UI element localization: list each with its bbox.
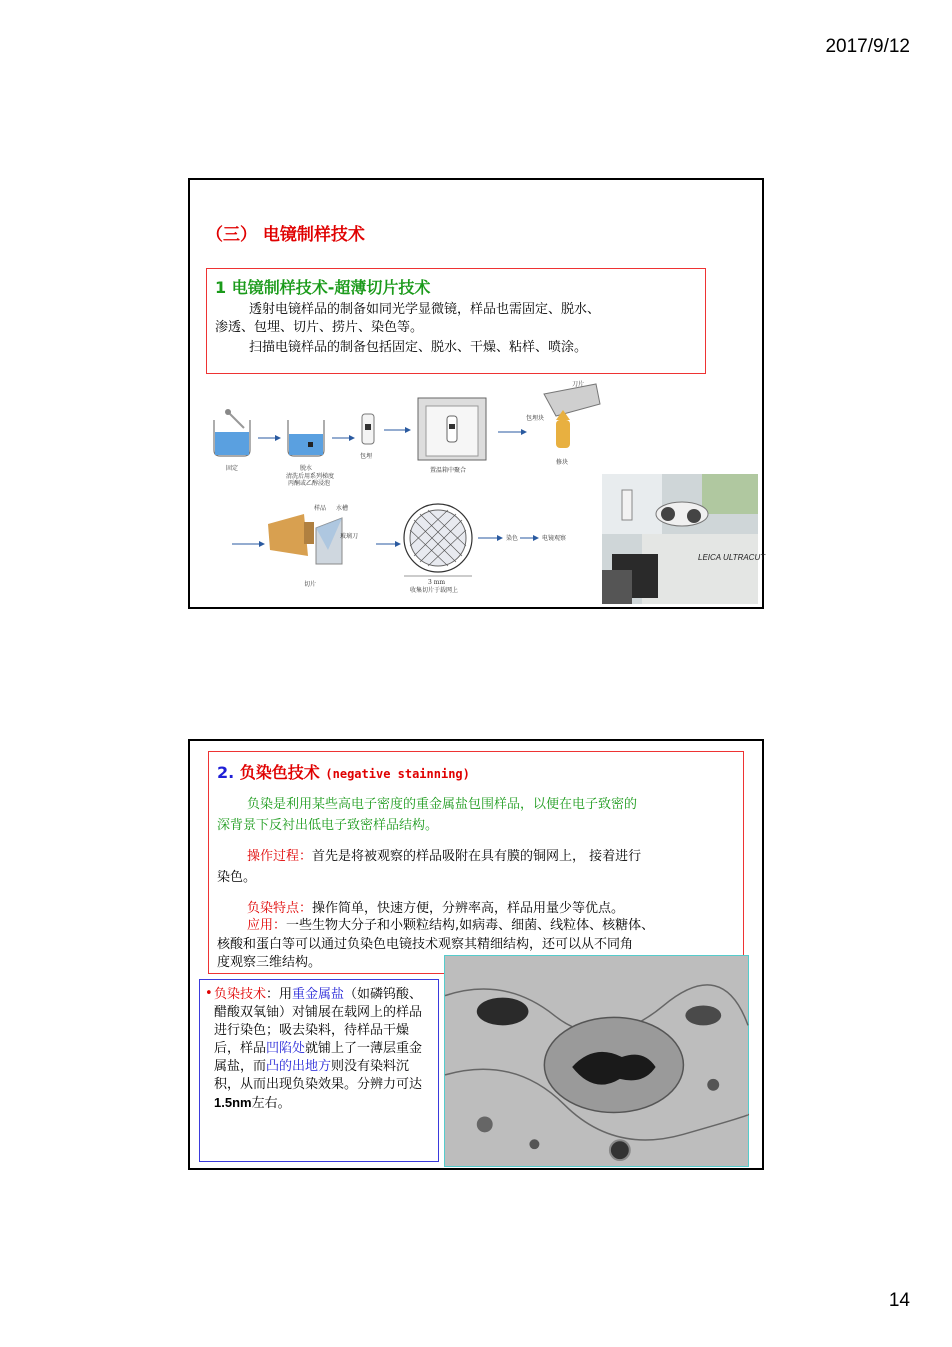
beaker-dehydrate-icon (288, 420, 324, 456)
slide-2-title-text: 负染色技术 (239, 763, 320, 782)
features-label: 负染特点： (247, 901, 313, 916)
em-micrograph (444, 955, 749, 1167)
grid-icon (404, 504, 472, 572)
slide-1-para2: 扫描电镜样品的制备包括固定、脱水、干燥、粘样、喷涂。 (249, 340, 588, 355)
oven-icon (418, 398, 486, 460)
note-text-a: ：用 (266, 987, 293, 1002)
note-convex: 凸的出地方 (266, 1059, 332, 1074)
header-date: 2017/9/12 (825, 36, 910, 57)
slide-1-text-box (206, 268, 706, 374)
slide-1-para1-line2: 渗透、包埋、切片、捞片、染色等。 (215, 320, 424, 335)
note-text-d: 则没有染料沉积，从而出现负染效果。分辨力可达 (214, 1059, 423, 1092)
label-dehydrate: 脱水 (300, 465, 313, 472)
definition-line2: 深背景下反衬出低电子致密样品结构。 (217, 818, 439, 833)
slide-2-title-english: (negative stainning) (325, 767, 470, 781)
negative-stain-note-box (199, 979, 439, 1162)
slide-2-title (217, 760, 470, 783)
label-collect: 收集切片于载网上 (410, 587, 459, 594)
slide-1-subtitle: 1 电镜制样技术-超薄切片技术 (215, 278, 431, 297)
label-water-tank: 水槽 (336, 505, 349, 512)
note-resolution: 1.5nm (214, 1095, 252, 1110)
label-em-observe: 电镜观察 (542, 535, 567, 542)
note-term: 负染技术 (214, 987, 267, 1002)
blade-block-icon (544, 384, 600, 448)
bullet-icon: • (205, 986, 213, 1001)
label-block: 包埋块 (526, 415, 545, 422)
label-trim: 修块 (556, 459, 569, 466)
label-stain: 染色 (506, 535, 519, 542)
ultramicrotome-photo (602, 474, 766, 604)
embedding-capsule-icon (362, 414, 374, 444)
page-number: 14 (888, 1290, 910, 1311)
application-label: 应用： (247, 918, 287, 933)
label-section: 切片 (304, 581, 317, 588)
label-fix: 固定 (226, 465, 239, 472)
slide-1-title: （三） 电镜制样技术 (206, 225, 365, 245)
slide-2 (188, 739, 764, 1170)
slide-1 (188, 178, 764, 609)
label-glass-knife: 玻璃刀 (340, 533, 359, 540)
application-line1 (217, 916, 741, 935)
definition-line1: 负染是利用某些高电子密度的重金属盐包围样品，以便在电子致密的 (247, 797, 638, 812)
beaker-fix-icon (214, 409, 250, 456)
label-dehydrate-note2: 丙酮或乙醇浸泡 (288, 480, 331, 487)
procedure-label: 操作过程： (247, 849, 313, 864)
ultrathin-section-diagram (204, 380, 594, 602)
slide-1-para1-line1: 透射电镜样品的制备如同光学显微镜，样品也需固定、脱水、 (249, 302, 601, 317)
negative-stain-note (214, 986, 426, 1113)
label-embed: 包埋 (360, 453, 373, 460)
glass-knife-icon (316, 518, 342, 564)
block-holder-icon (268, 514, 314, 556)
application-line3: 度观察三维结构。 (217, 955, 322, 970)
label-dehydrate-note1: 清洗后用系列梯度 (286, 473, 335, 480)
procedure-text1: 首先是将被观察的样品吸附在具有膜的铜网上， 接着进行 (312, 849, 642, 864)
slide-2-title-number: 2. (217, 763, 235, 782)
label-grid-size: 3 mm (428, 579, 446, 586)
procedure-line2: 染色。 (217, 870, 257, 885)
note-concave: 凹陷处 (266, 1041, 306, 1056)
procedure-line1 (217, 846, 741, 867)
note-text-e: 左右。 (251, 1096, 291, 1111)
slide-2-text-box (208, 751, 744, 974)
label-polymerize: 置温箱中聚合 (430, 467, 467, 474)
note-heavy-metal: 重金属盐 (292, 987, 345, 1002)
photo-label: LEICA ULTRACUT (698, 553, 766, 562)
label-blade: 刀片 (572, 381, 585, 388)
label-sample: 样品 (314, 505, 327, 512)
note-text-c: 就铺上了一薄层重金属盐，而 (214, 1041, 423, 1074)
features-text: 操作简单，快速方便，分辨率高，样品用量少等优点。 (312, 901, 625, 916)
application-text1: 一些生物大分子和小颗粒结构,如病毒、细菌、线粒体、核糖体、 (286, 918, 655, 933)
application-line2: 核酸和蛋白等可以通过负染色电镜技术观察其精细结构，还可以从不同角 (217, 937, 634, 952)
note-text-b: （如磷钨酸、醋酸双氧铀）对铺展在载网上的样品进行染色；吸去染料，待样品干燥后，样品 (214, 987, 423, 1056)
